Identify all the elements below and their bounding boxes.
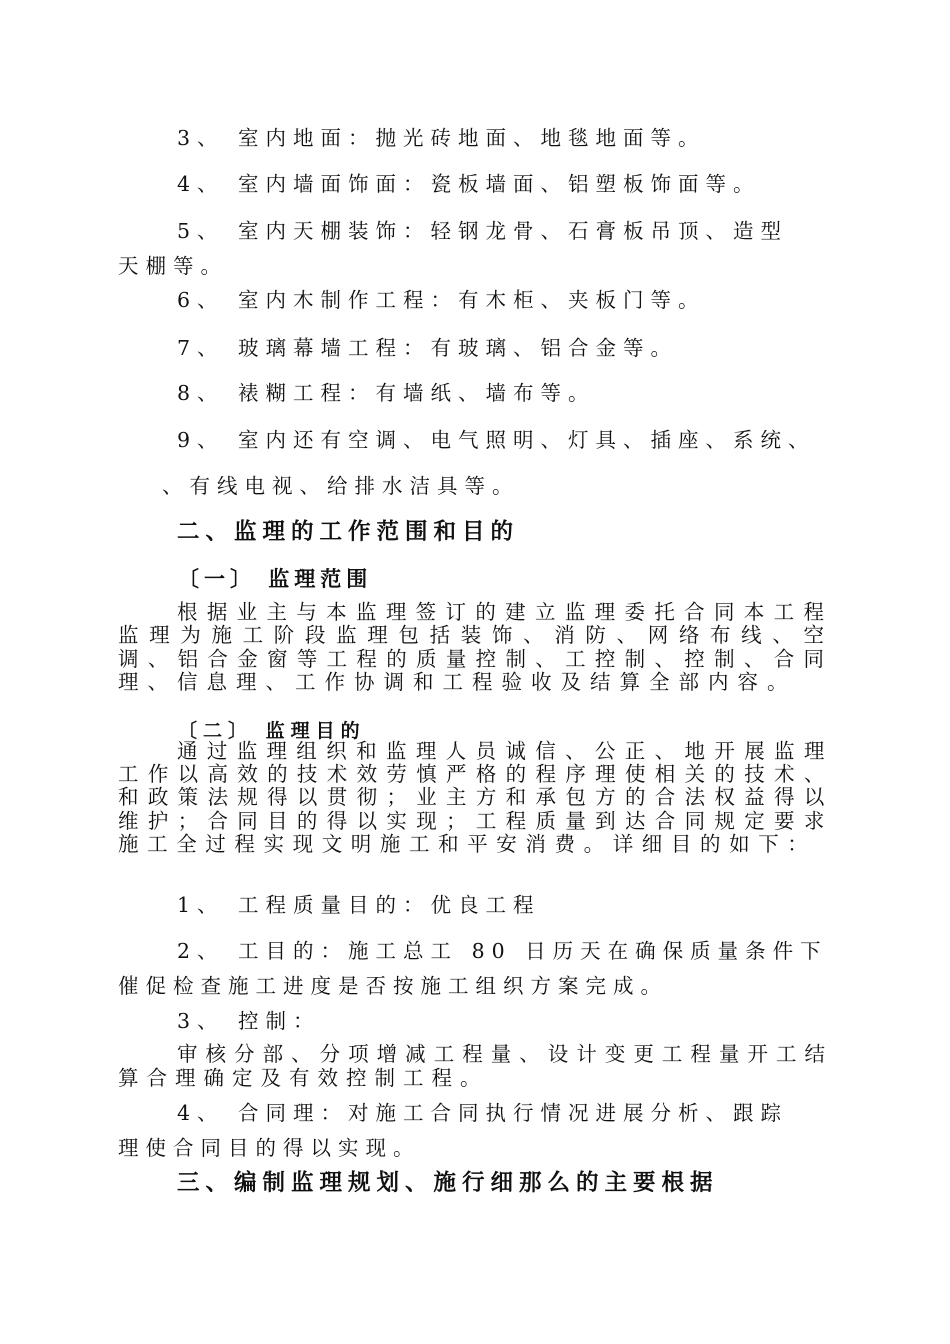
list-item-mep-continued: 、有线电视、给排水洁具等。: [162, 474, 520, 498]
subheading-scope: 〔一〕 监理范围: [178, 566, 373, 591]
section-heading-planning-basis: 三、编制监理规划、施行细那么的主要根据: [177, 1170, 719, 1196]
list-item-glass-curtain-wall: 7、 玻璃幕墙工程：有玻璃、铝合金等。: [177, 336, 679, 360]
paragraph-scope: 根据业主与本监理签订的建立监理委托合同本工程监理为施工阶段监理包括装饰、消防、网络布线、空调、铝合金窗等工程的质量控制、工控制、控制、合同理、信息理、工作协调和工程验收及结算全部内容。: [118, 600, 833, 695]
list-item-wall: 4、 室内墙面饰面：瓷板墙面、铝塑板饰面等。: [177, 172, 761, 196]
list-item-ceiling-continued: 天棚等。: [118, 254, 228, 278]
goal-schedule: 2、 工目的：施工总工 80 日历天在确保质量条件下: [177, 939, 828, 963]
list-item-wallpaper: 8、 裱糊工程：有墙纸、墙布等。: [177, 381, 596, 405]
goal-cost-control: 3、 控制：: [177, 1009, 321, 1033]
paragraph-goals: 通过监理组织和监理人员诚信、公正、地开展监理工作以高效的技术效劳慎严格的程序理使相关的技术、和政策法规得以贯彻；业主方和承包方的合法权益得以维护；合同目的得以实现；工程质量到达合同规定要求施工全过程实现文明施工和平安消费。详细目的如下：: [118, 739, 833, 856]
list-item-mep: 9、 室内还有空调、电气照明、灯具、插座、系统、: [177, 428, 816, 452]
goal-contract: 4、 合同理：对施工合同执行情况进展分析、跟踪: [177, 1101, 789, 1125]
list-item-woodwork: 6、 室内木制作工程：有木柜、夹板门等。: [177, 288, 706, 312]
list-item-floor: 3、 室内地面：抛光砖地面、地毯地面等。: [177, 126, 706, 150]
goal-quality: 1、 工程质量目的：优良工程: [177, 893, 541, 917]
section-heading-scope-and-goals: 二、监理的工作范围和目的: [177, 519, 520, 545]
list-item-ceiling: 5、 室内天棚装饰：轻钢龙骨、石膏板吊顶、造型: [177, 219, 789, 243]
goal-schedule-continued: 催促检查施工进度是否按施工组织方案完成。: [118, 974, 668, 998]
goal-contract-continued: 理使合同目的得以实现。: [118, 1136, 421, 1160]
paragraph-cost-control: 审核分部、分项增减工程量、设计变更工程量开工结算合理确定及有效控制工程。: [118, 1042, 833, 1090]
subheading-goals: 〔二〕 监理目的: [178, 720, 366, 742]
